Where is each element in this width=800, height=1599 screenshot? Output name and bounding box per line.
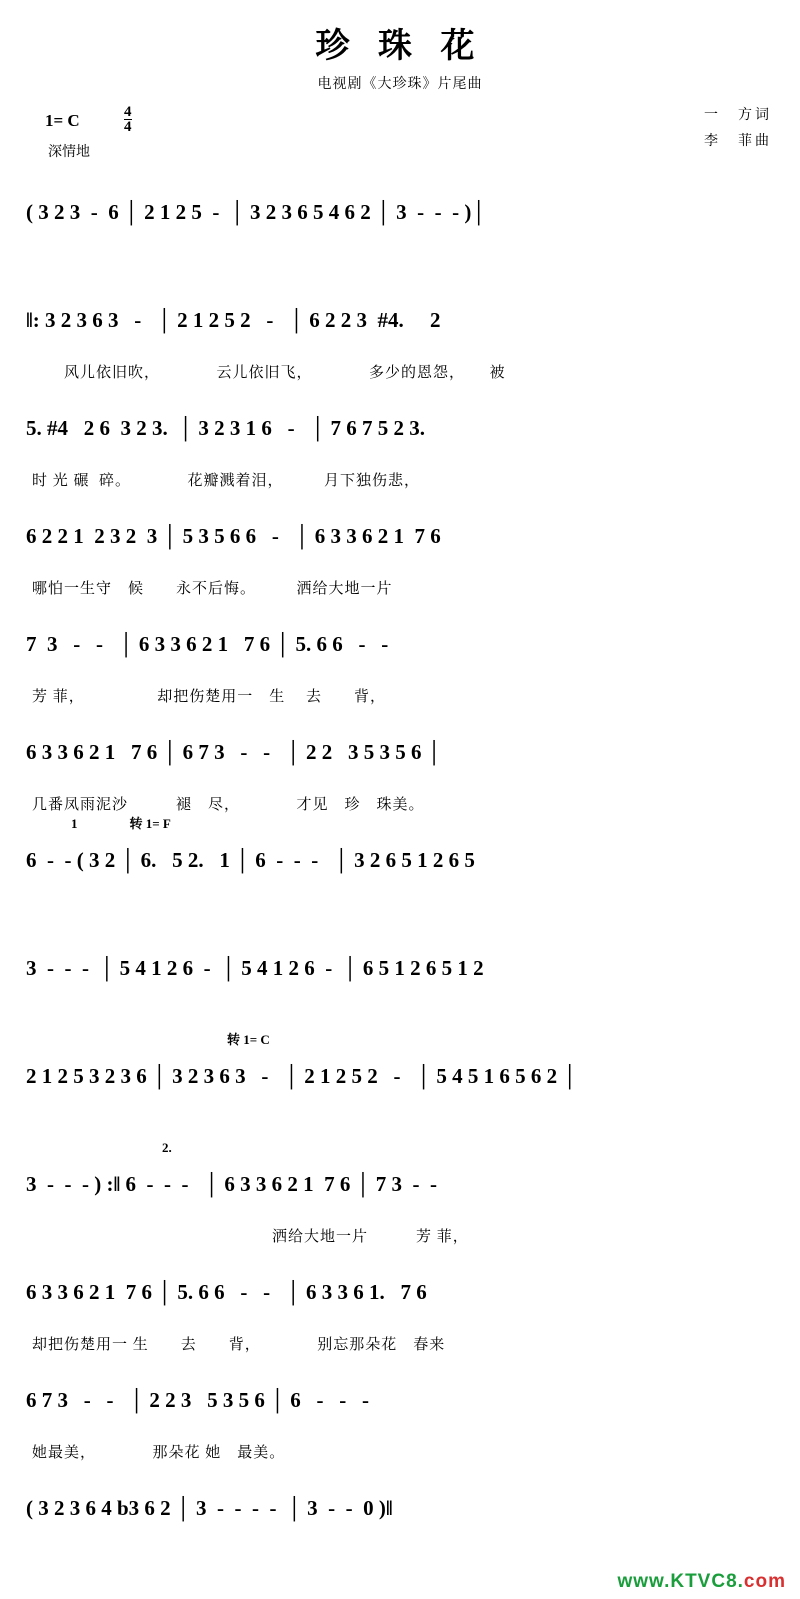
- system-lyrics: 她最美， 那朵花 她 最美。: [32, 1445, 286, 1461]
- system-marks: [26, 597, 774, 613]
- system-notes: ( 3 2 3 6 4 b3 6 2 │ 3 - - - - │ 3 - - 0 )‖: [26, 1496, 393, 1520]
- system-notes: 6 7 3 - - │ 2 2 3 5 3 5 6 │ 6 - - -: [26, 1388, 369, 1412]
- key-signature: 1= C: [45, 111, 80, 130]
- page-title: 珍 珠 花: [315, 28, 485, 65]
- score-system: [26, 1461, 774, 1569]
- page-subtitle: 电视剧《大珍珠》片尾曲: [317, 77, 483, 92]
- system-marks: [26, 705, 774, 721]
- system-marks: 转 1= C: [32, 1032, 270, 1047]
- system-marks: 1 转 1= F: [32, 816, 171, 831]
- score-system: [26, 1245, 774, 1353]
- system-lyrics: 洒给大地一片 芳 菲，: [32, 1229, 469, 1245]
- system-marks: [26, 381, 774, 397]
- system-notes: 6 2 2 1 2 3 2 3 │ 5 3 5 6 6 - │ 6 3 3 6 2 1 7 6: [26, 524, 441, 548]
- system-notes: ( 3 2 3 - 6 │ 2 1 2 5 - │ 3 2 3 6 5 4 6 2 │ 3 - - - )│: [26, 200, 487, 224]
- system-marks: [26, 489, 774, 505]
- system-notes: 5. #4 2 6 3 2 3. │ 3 2 3 1 6 - │ 7 6 7 5 2 3.: [26, 416, 425, 440]
- score-system: [26, 1029, 774, 1137]
- system-marks: [26, 1245, 774, 1261]
- system-notes: 3 - - - ) :‖ 6 - - - │ 6 3 3 6 2 1 7 6 │ 7 3 - -: [26, 1172, 437, 1196]
- score-system: [26, 273, 774, 381]
- composer-credit: 李 菲曲: [704, 134, 772, 149]
- system-lyrics: 几番凤雨泥沙 褪 尽， 才见 珍 珠美。: [32, 797, 425, 813]
- watermark-prefix: www.KTVC8.: [617, 1571, 744, 1592]
- watermark-suffix: com: [743, 1571, 786, 1592]
- system-notes: 6 3 3 6 2 1 7 6 │ 6 7 3 - - │ 2 2 3 5 3 5 6 │: [26, 740, 442, 764]
- watermark-url: [617, 1571, 786, 1593]
- time-signature-numerator: 4: [124, 104, 132, 120]
- score-system: [26, 1353, 774, 1461]
- system-marks: [26, 1461, 774, 1477]
- system-marks: [26, 273, 774, 289]
- system-lyrics: 风儿依旧吹， 云儿依旧飞， 多少的恩怨， 被: [32, 365, 506, 381]
- system-marks: [26, 921, 774, 937]
- time-signature: [124, 105, 132, 134]
- score-system: [26, 381, 774, 489]
- system-notes: ‖: 3 2 3 6 3 - │ 2 1 2 5 2 - │ 6 2 2 3 #4. 2: [26, 308, 441, 332]
- time-signature-denominator: 4: [124, 119, 132, 135]
- system-notes: 2 1 2 5 3 2 3 6 │ 3 2 3 6 3 - │ 2 1 2 5 2 - │ 5 4 5 1 6 5 6 2 │: [26, 1064, 578, 1088]
- system-lyrics: 时 光 碾 碎。 花瓣溅着泪， 月下独伤悲，: [32, 473, 421, 489]
- credits: [704, 103, 772, 155]
- expression-marking: 深情地: [48, 145, 90, 160]
- system-notes: 6 3 3 6 2 1 7 6 │ 5. 6 6 - - │ 6 3 3 6 1. 7 6: [26, 1280, 427, 1304]
- system-lyrics: 哪怕一生守 候 永不后悔。 洒给大地一片: [32, 581, 393, 597]
- score-system: [26, 921, 774, 1029]
- score-metadata: [0, 103, 800, 165]
- system-notes: 6 - - ( 3 2 │ 6. 5 2. 1 │ 6 - - - │ 3 2 6 5 1 2 6 5: [26, 848, 475, 872]
- sheet-music-page: [0, 18, 800, 1599]
- score-system: [26, 1137, 774, 1245]
- system-marks: 2.: [32, 1140, 172, 1155]
- score-system: [26, 165, 774, 273]
- score-system: [26, 705, 774, 813]
- system-marks: [26, 165, 774, 181]
- score-system: [26, 813, 774, 921]
- system-marks: [26, 1353, 774, 1369]
- system-lyrics: 芳 菲， 却把伤楚用一 生 去 背，: [32, 689, 387, 705]
- score-system: [26, 489, 774, 597]
- system-notes: 3 - - - │ 5 4 1 2 6 - │ 5 4 1 2 6 - │ 6 5 1 2 6 5 1 2: [26, 956, 484, 980]
- system-lyrics: 却把伤楚用一 生 去 背， 别忘那朵花 春来: [32, 1337, 446, 1353]
- score-system: [26, 597, 774, 705]
- system-notes: 7 3 - - │ 6 3 3 6 2 1 7 6 │ 5. 6 6 - -: [26, 632, 389, 656]
- lyricist-credit: 一 方词: [704, 108, 772, 123]
